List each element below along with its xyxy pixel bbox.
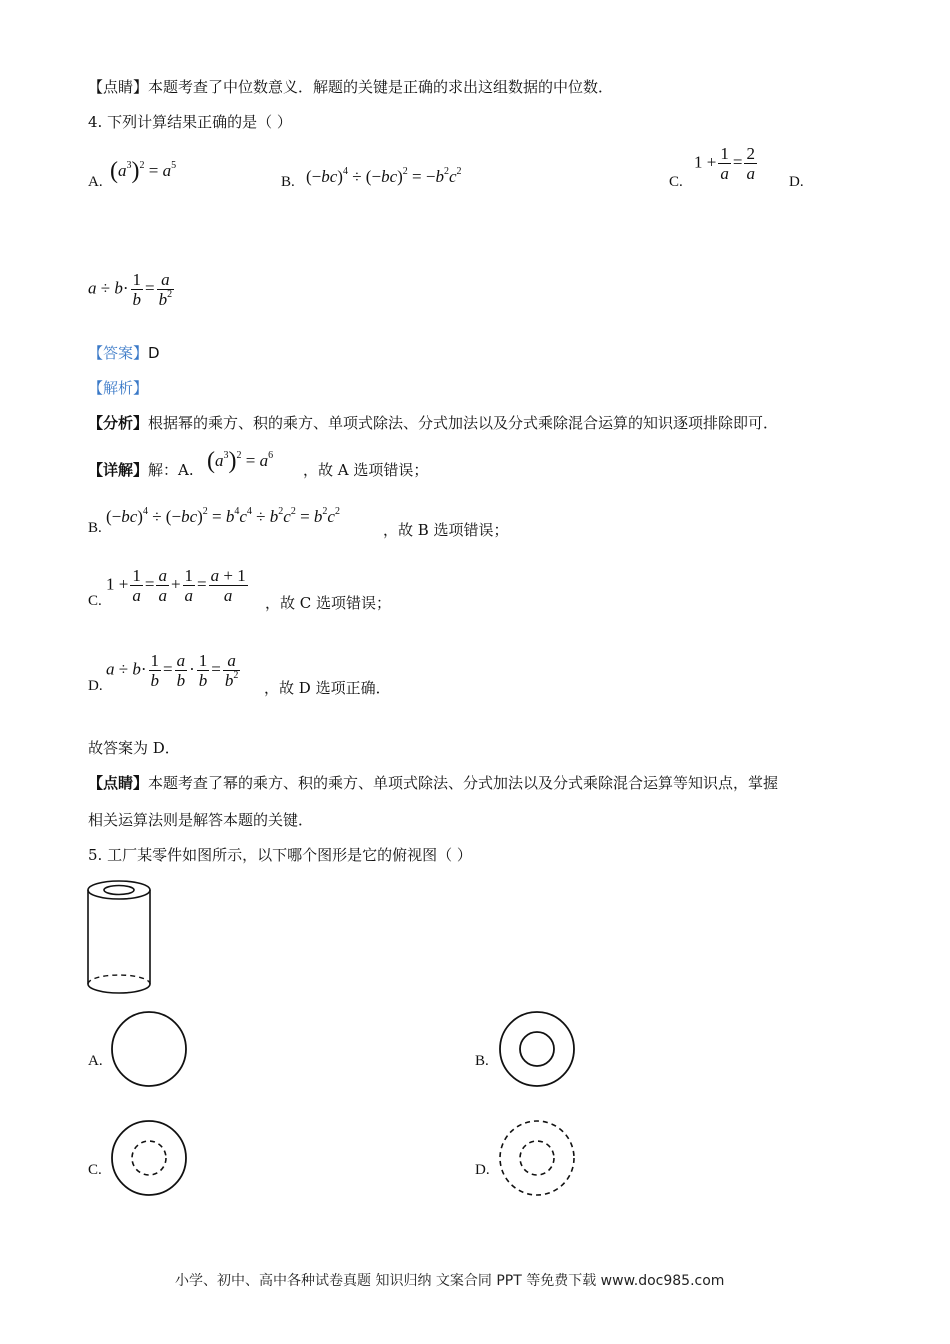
xiangjie-c-formula: 1 + $\frac{1}{a}$ = $\frac{a}{a}$ + $\frac{1}{a}$ = $\frac{a + 1}{a}$: [106, 566, 246, 605]
answer-line: [88, 343, 160, 363]
q5-option-d-label: D.: [475, 1162, 490, 1178]
fenxi-line: [88, 413, 778, 433]
conclusion: 故答案为 D．: [88, 739, 180, 757]
q5-option-c-figure: [110, 1119, 188, 1197]
analysis-tag: 【解析】: [88, 379, 149, 397]
xiangjie-d-label: D.: [88, 678, 103, 694]
q5-option-c-label: C.: [88, 1162, 102, 1178]
q5-option-b-figure: [498, 1010, 576, 1088]
xiangjie-a-suffix: ，故 A 选项错误；: [303, 461, 429, 479]
xiangjie-b-label: B.: [88, 520, 102, 536]
fenxi-text: 根据幂的乘方、积的乘方、单项式除法、分式加法以及分式乘除混合运算的知识逐项排除即可．: [148, 414, 779, 432]
q5-option-a-label: A.: [88, 1053, 103, 1069]
xiangjie-a-line: [88, 460, 194, 480]
xiangjie-pre: 解：A.: [148, 461, 194, 479]
dianjing-2-tag: 【点睛】: [88, 774, 149, 792]
q4-option-b-formula: $(-bc)^4 \div (-bc)^2 = -b^2c^2$: [306, 166, 462, 186]
cylinder-part-figure: [86, 878, 154, 998]
q4-option-c-label: C.: [669, 174, 683, 190]
xiangjie-c-suffix: ，故 C 选项错误；: [265, 594, 392, 612]
q4-option-a-formula: $(a^3)^2 = a^5$: [110, 158, 177, 184]
answer-value: D: [148, 344, 160, 362]
page-footer: 小学、初中、高中各种试卷真题 知识归纳 文案合同 PPT 等免费下载 www.doc985.com: [175, 1273, 725, 1289]
q4-option-d-formula: a ÷ b· $\frac{1}{b}$ = $\frac{a}{b^2}$: [88, 270, 173, 309]
xiangjie-a-formula: $(a^3)^2 = a^6$: [207, 448, 274, 474]
xiangjie-c-label: C.: [88, 593, 102, 609]
q4-option-b-label: B.: [281, 174, 295, 190]
xiangjie-b-formula: $(-bc)^4 \div (-bc)^2 = b^4c^4 \div b^2c^2 = b^2c^2$: [106, 506, 340, 526]
q5-option-a-figure: [110, 1010, 188, 1088]
q5-option-b-label: B.: [475, 1053, 489, 1069]
question-5: 5. 工厂某零件如图所示，以下哪个图形是它的俯视图（ ）: [88, 846, 472, 864]
q5-option-d-figure: [498, 1119, 576, 1197]
fenxi-tag: 【分析】: [88, 414, 149, 432]
xiangjie-d-formula: a ÷ b· $\frac{1}{b}$ = $\frac{a}{b}$ · $\frac{1}{b}$ = $\frac{a}{b^2}$: [106, 651, 239, 690]
dianjing-line-1: 【点睛】本题考查了中位数意义．解题的关键是正确的求出这组数据的中位数．: [88, 78, 614, 96]
answer-tag: 【答案】: [88, 344, 149, 362]
dianjing-2-line: [88, 773, 778, 793]
q4-option-c-formula: 1 + $\frac{1}{a}$ = $\frac{2}{a}$: [694, 144, 755, 183]
xiangjie-tag: 【详解】: [88, 461, 149, 479]
question-4: 4. 下列计算结果正确的是（ ）: [88, 113, 292, 131]
xiangjie-d-suffix: ，故 D 选项正确．: [264, 679, 391, 697]
xiangjie-b-suffix: ，故 B 选项错误；: [383, 521, 509, 539]
q4-option-a-label: A.: [88, 174, 103, 190]
dianjing-2-cont: 相关运算法则是解答本题的关键．: [88, 811, 314, 829]
dianjing-2-text: 本题考查了幂的乘方、积的乘方、单项式除法、分式加法以及分式乘除混合运算等知识点，掌握: [148, 774, 779, 792]
q4-option-d-label: D.: [789, 174, 804, 190]
